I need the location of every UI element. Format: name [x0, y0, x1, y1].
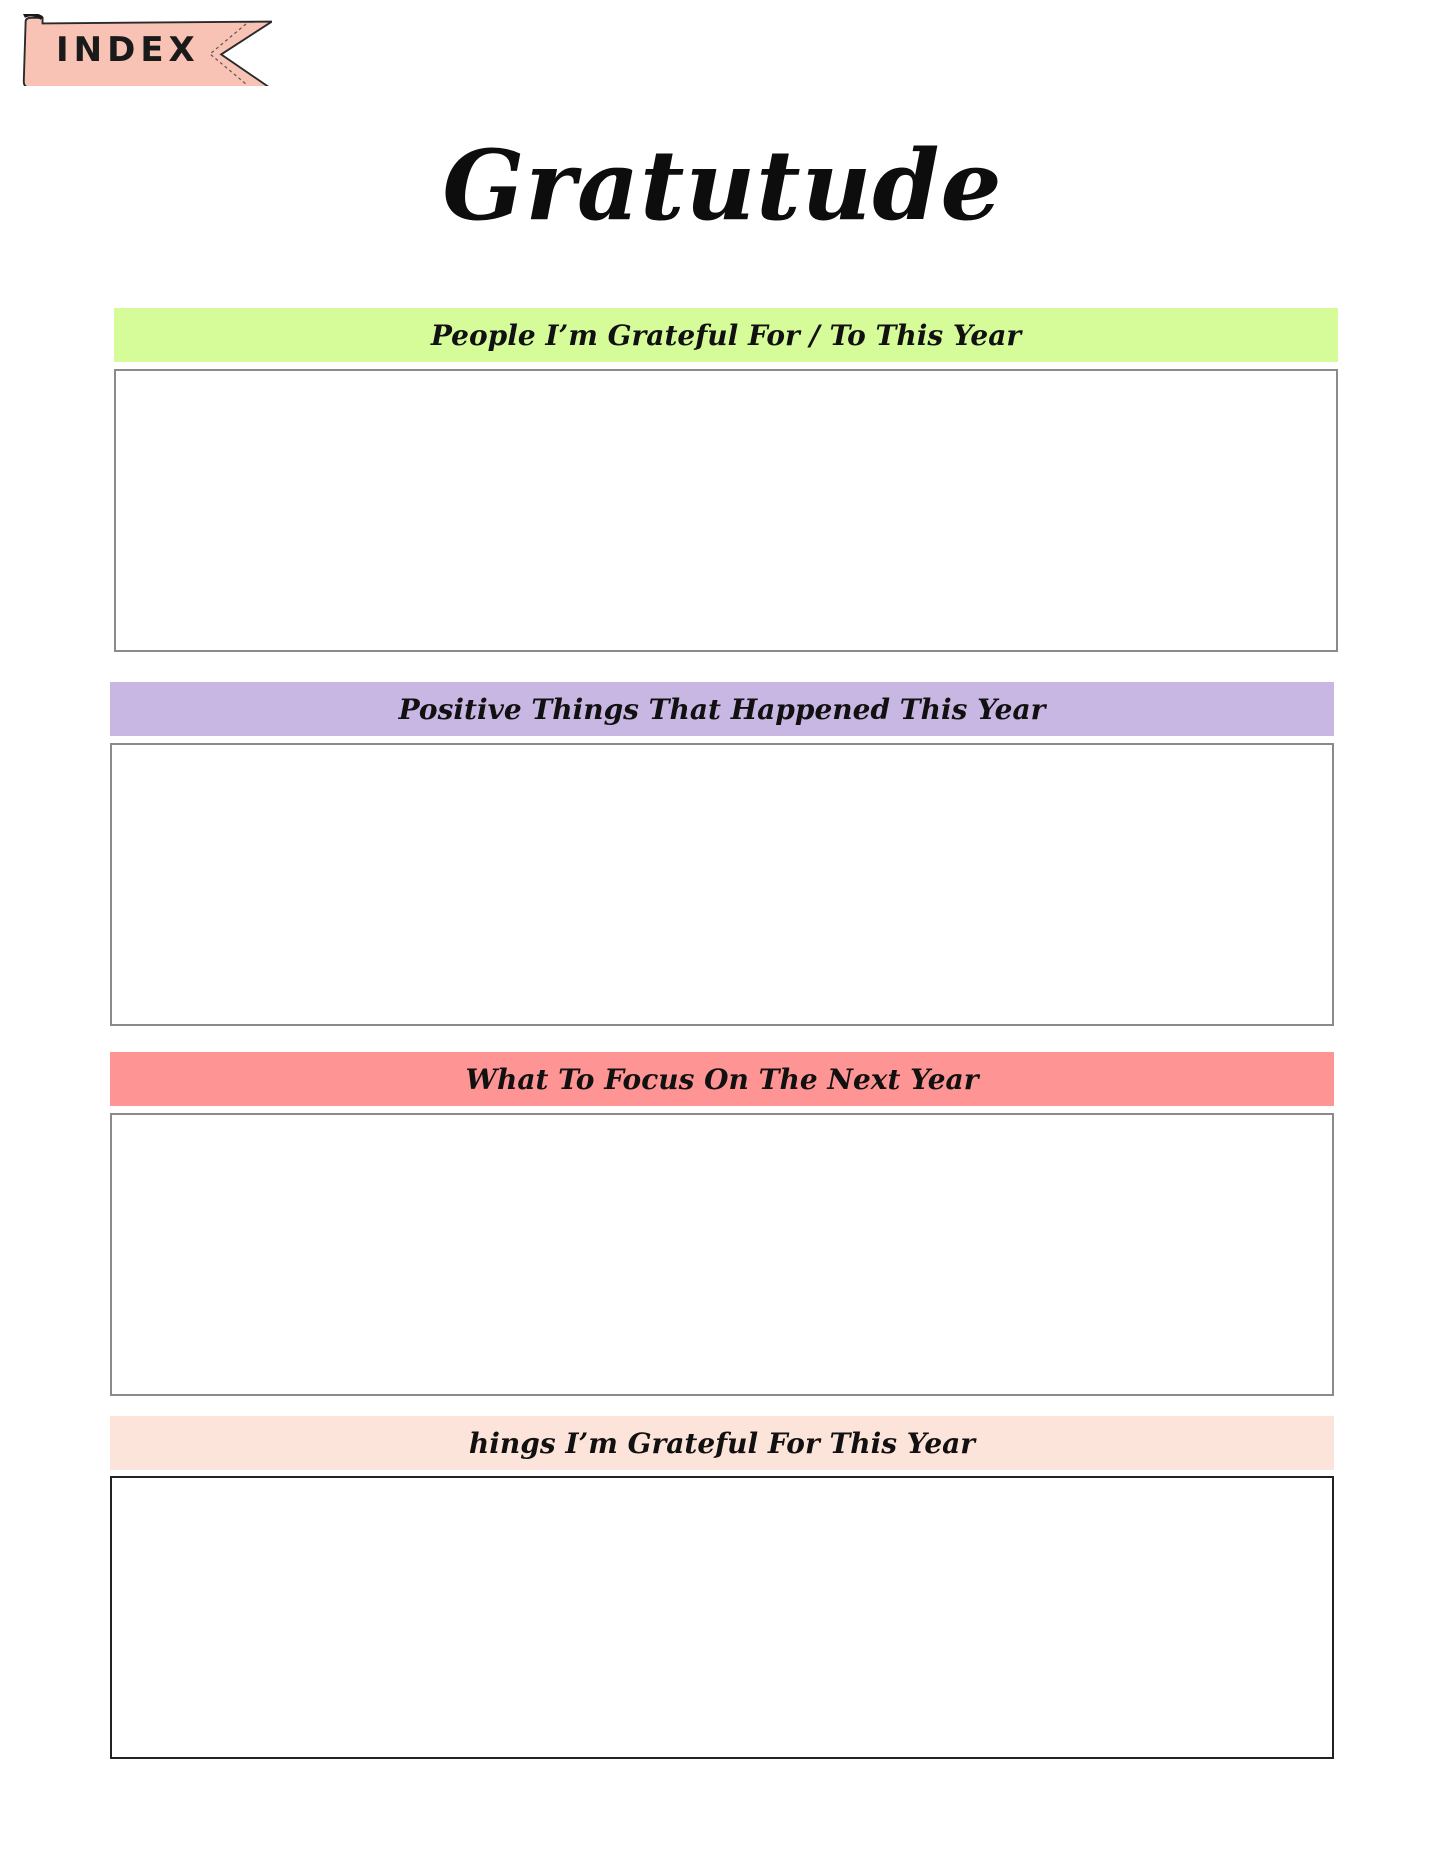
index-label: INDEX [56, 30, 200, 70]
writing-box-focus-next-year[interactable] [110, 1113, 1334, 1396]
section-header-grateful-things: hings I’m Grateful For This Year [110, 1416, 1334, 1470]
section-header-focus-next-year: What To Focus On The Next Year [110, 1052, 1334, 1106]
section-header-positive-things: Positive Things That Happened This Year [110, 682, 1334, 736]
index-tab[interactable] [20, 14, 272, 86]
section-header-people: People I’m Grateful For / To This Year [114, 308, 1338, 362]
writing-box-people[interactable] [114, 369, 1338, 652]
page-title: Gratutude [442, 129, 1003, 242]
writing-box-positive-things[interactable] [110, 743, 1334, 1026]
writing-box-grateful-things[interactable] [110, 1476, 1334, 1759]
